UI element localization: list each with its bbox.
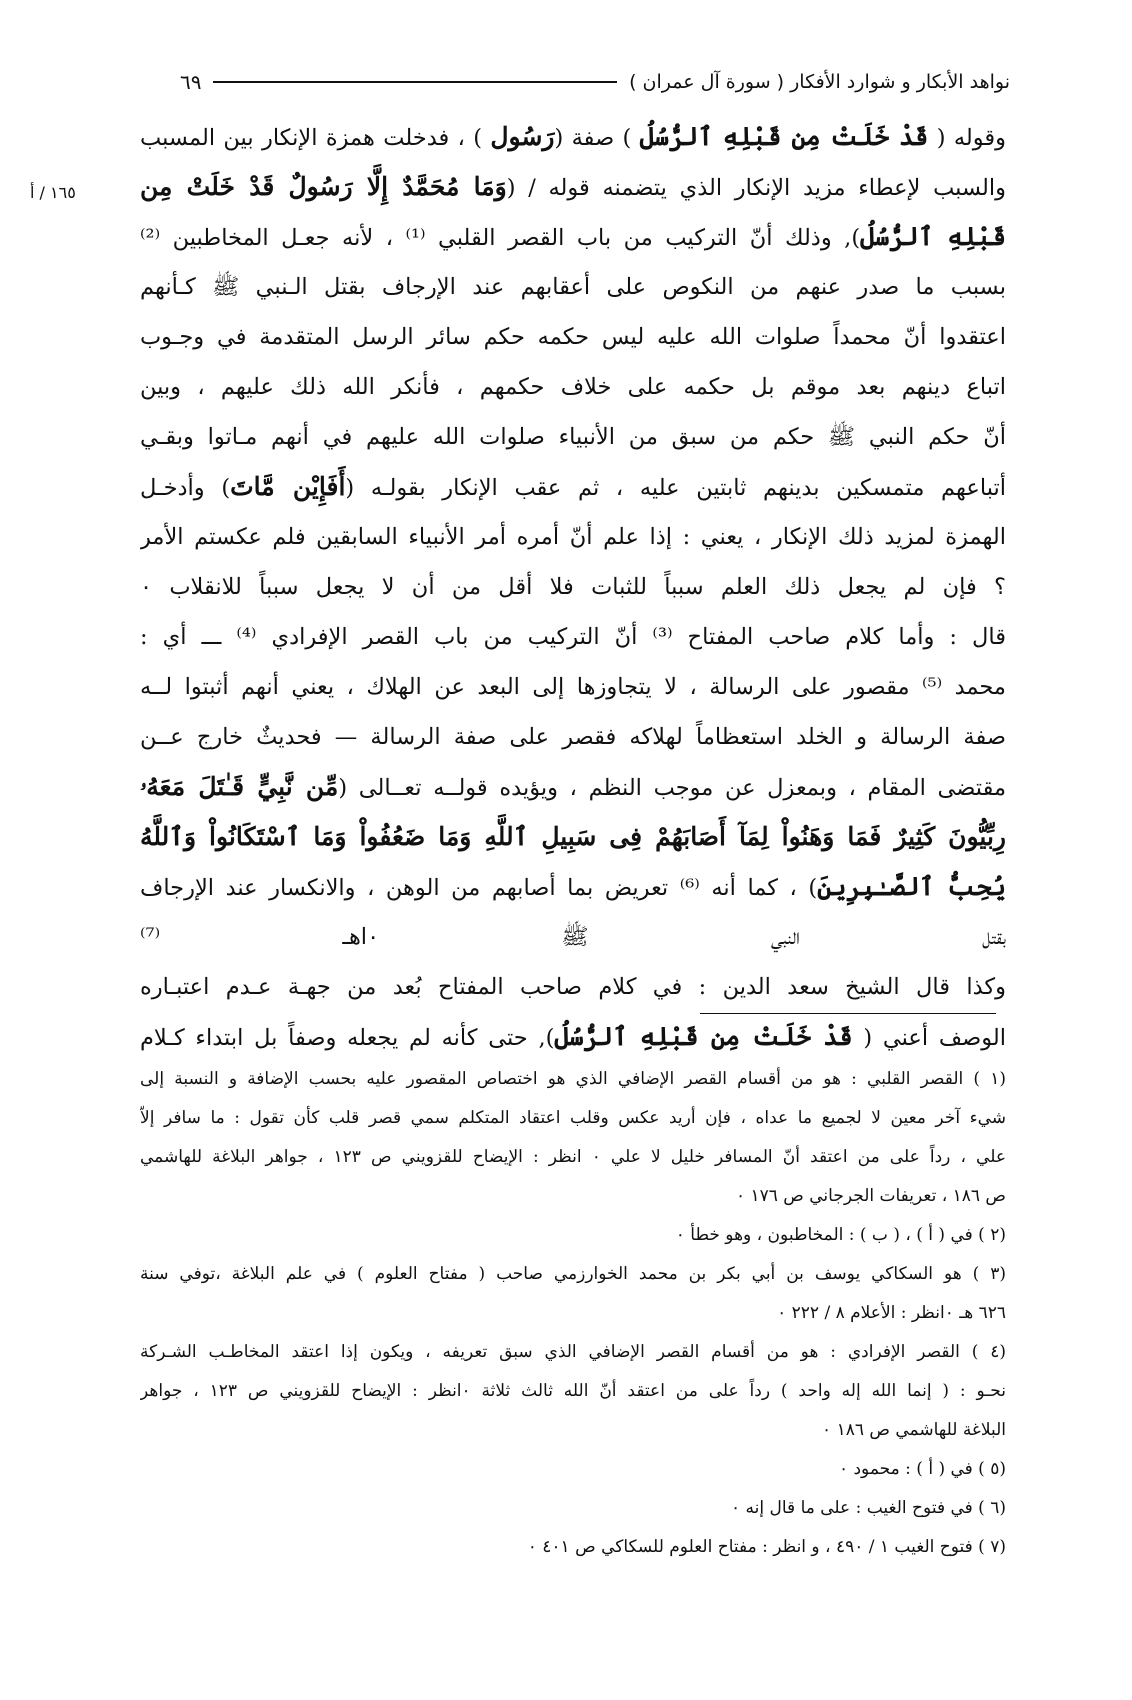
footnote-line: ص ١٨٦ ، تعريفات الجرجاني ص ١٧٦ ٠	[735, 1186, 1006, 1206]
quran-quote: قَبْلِهِ ٱلرُّسُلُ	[860, 222, 1006, 251]
body-line	[140, 962, 1006, 1012]
body-text-segment: صفة الرسالة و الخلد استعظاماً لهلاكه فقصر على صفة الرسالة — فحديثٌ خارج عــن	[140, 724, 1006, 750]
header-title: نواهد الأبكار و شوارد الأفكار ( سورة آل عمران )	[629, 71, 1010, 93]
footnote-line: (٦ ) في فتوح الغيب : على ما قال إنه ٠	[730, 1498, 1006, 1518]
footnotes	[140, 1060, 1006, 1567]
footnote-line: (٧ ) فتوح الغيب ١ / ٤٩٠ ، و انظر : مفتاح العلوم للسكاكي ص ٤٠١ ٠	[527, 1537, 1006, 1557]
body-text-segment: مقتضى المقام ، وبمعزل عن موجب النظم ، ويؤيده قولــه تعــالى (	[338, 775, 1006, 801]
body-line	[140, 612, 1006, 662]
body-line	[140, 362, 1006, 412]
header-rule	[213, 81, 617, 83]
body-text-segment: والسبب لإعطاء مزيد الإنكار الذي يتضمنه قوله / (	[506, 175, 1006, 201]
body-line	[140, 862, 1006, 912]
body-text-segment: ) ، كما أنه ⁽⁶⁾ تعريض بما أصابهم من الوهن ، والانكسار عند الإرجاف	[140, 875, 818, 901]
quran-quote: رَسُول	[490, 122, 555, 151]
quran-quote: رِبِّيُّونَ كَثِيرٌ فَمَا وَهَنُواْ لِمَآ أَصَابَهُمْ فِى سَبِيلِ ٱللَّهِ وَمَا ضَعُفُواْ وَمَا ٱسْتَكَانُواْ وَٱللَّهُ	[140, 822, 1006, 851]
body-line	[140, 112, 1006, 162]
body-text-segment: ), وذلك أنّ التركيب من باب القصر القلبي ⁽¹⁾ ، لأنه جعـل المخاطبين ⁽²⁾	[140, 225, 861, 251]
body-line	[140, 262, 1006, 312]
body-text-segment: أنّ حكم النبي ﷺ حكم من سبق من الأنبياء صلوات الله عليهم في أنهم مـاتوا وبقـي	[140, 424, 1006, 450]
body-text-segment: ) صفة (	[554, 125, 640, 151]
quran-quote: وَمَا مُحَمَّدٌ إِلَّا رَسُولٌ قَدْ خَلَتْ مِن	[140, 172, 507, 201]
body-line	[140, 712, 1006, 762]
running-header	[180, 62, 1010, 102]
footnote-line: شيء آخر معين لا لجميع ما عداه ، فإن أريد عكس وقلب اعتقاد المتكلم سمي قصر قلب كأن تقول : ما سافر إلاّ	[140, 1108, 1006, 1128]
footnote-line: (٤ ) القصر الإفرادي : هو من أقسام القصر الإضافي الذي سبق تعريفه ، ويكون إذا اعتقد المخاطـب الشـركة	[140, 1342, 1006, 1362]
body-line	[140, 762, 1006, 812]
body-line	[140, 912, 1006, 962]
quran-quote: يُحِبُّ ٱلصَّـٰبِرِينَ	[817, 872, 1006, 901]
margin-folio-note: ١٦٥ / أ	[30, 183, 76, 202]
quran-quote: أَفَإِيْن مَّاتَ	[230, 472, 346, 501]
body-text-segment: ) وأدخـل	[140, 475, 231, 501]
body-line	[140, 512, 1006, 562]
footnote-line: ٦٢٦ هـ ٠انظر : الأعلام ٨ / ٢٢٢ ٠	[777, 1303, 1006, 1323]
body-line	[140, 662, 1006, 712]
body-line	[140, 1012, 1006, 1062]
body-line	[140, 412, 1006, 462]
footnote-line: البلاغة للهاشمي ص ١٨٦ ٠	[822, 1420, 1006, 1440]
main-text	[140, 112, 1006, 1062]
body-text-segment: وقوله (	[928, 125, 1006, 151]
body-text-segment: قال : وأما كلام صاحب المفتاح ⁽³⁾ أنّ التركيب من باب القصر الإفرادي ⁽⁴⁾ ـــ أي :	[140, 624, 1006, 650]
body-text-segment: محمد ⁽⁵⁾ مقصور على الرسالة ، لا يتجاوزها إلى البعد عن الهلاك ، يعني أنهم أثبتوا لــه	[140, 674, 1006, 700]
quran-quote: قَدْ خَلَتْ مِن قَبْلِهِ ٱلرُّسُلُ	[554, 1022, 853, 1051]
body-line	[140, 312, 1006, 362]
body-text-segment: بقتل النبي ﷺ ٠اهـ ⁽⁷⁾	[140, 924, 1006, 950]
footnote-line: (٢ ) في ( أ ) ، ( ب ) : المخاطبون ، وهو خطأ ٠	[675, 1225, 1006, 1245]
body-line	[140, 162, 1006, 212]
body-text-segment: اعتقدوا أنّ محمداً صلوات الله عليه ليس حكمه حكم سائر الرسل المتقدمة في وجـوب	[140, 324, 1006, 350]
body-line	[140, 562, 1006, 612]
footnote-line: نحـو : ( إنما الله إله واحد ) رداً على من اعتقد أنّ الله ثالث ثلاثة ٠انظر : الإيضاح للقزويني ص ١٢٣ ، جواهر	[140, 1381, 1006, 1401]
quran-quote: مِّن نَّبِيٍّ قَـٰتَلَ مَعَهُۥ	[140, 772, 339, 801]
quran-quote: قَدْ خَلَتْ مِن قَبْلِهِ ٱلرُّسُلُ	[639, 122, 929, 151]
body-text-segment: وكذا قال الشيخ سعد الدين : في كلام صاحب المفتاح بُعد من جهـة عـدم اعتبـاره	[140, 974, 1006, 1000]
body-text-segment: الهمزة لمزيد ذلك الإنكار ، يعني : إذا علم أنّ أمره أمر الأنبياء السابقين فلم عكستم الأمر	[140, 524, 1006, 550]
body-text-segment: بسبب ما صدر عنهم من النكوص على أعقابهم عند الإرجاف بقتل الـنبي ﷺ كـأنهم	[140, 274, 1006, 300]
body-line	[140, 212, 1006, 262]
footnote-line: (٥ ) في ( أ ) : محمود ٠	[838, 1459, 1006, 1479]
body-text-segment: اتباع دينهم بعد موقم بل حكمه على خلاف حكمهم ، فأنكر الله ذلك عليهم ، وبين	[140, 374, 1006, 400]
body-text-segment: ؟ فإن لم يجعل ذلك العلم سبباً للثبات فلا أقل من أن لا يجعل سبباً للانقلاب ٠	[140, 574, 1006, 600]
body-line	[140, 462, 1006, 512]
footnote-line: (١ ) القصر القلبي : هو من أقسام القصر الإضافي الذي هو اختصاص المقصور عليه بحسب الإضافة و النسبة إلى	[140, 1069, 1006, 1089]
body-text-segment: ), حتى كأنه لم يجعله وصفاً بل ابتداء كـلام	[140, 1025, 555, 1051]
footnote-separator	[700, 1013, 996, 1014]
body-text-segment: الوصف أعني (	[852, 1025, 1006, 1051]
footnote-line: (٣ ) هو السكاكي يوسف بن أبي بكر بن محمد الخوارزمي صاحب ( مفتاح العلوم ) في علم البلاغة ،توفي سنة	[140, 1264, 1006, 1284]
page-number: ٦٩	[180, 70, 202, 94]
footnote-line: علي ، رداً على من اعتقد أنّ المسافر خليل لا علي ٠ انظر : الإيضاح للقزويني ص ١٢٣ ، جواهر البلاغة للهاشمي	[140, 1147, 1006, 1167]
body-line	[140, 812, 1006, 862]
body-text-segment: ) ، فدخلت همزة الإنكار بين المسبب	[140, 125, 491, 151]
body-text-segment: أتباعهم متمسكين بدينهم ثابتين عليه ، ثم عقب الإنكار بقولـه (	[345, 475, 1006, 501]
